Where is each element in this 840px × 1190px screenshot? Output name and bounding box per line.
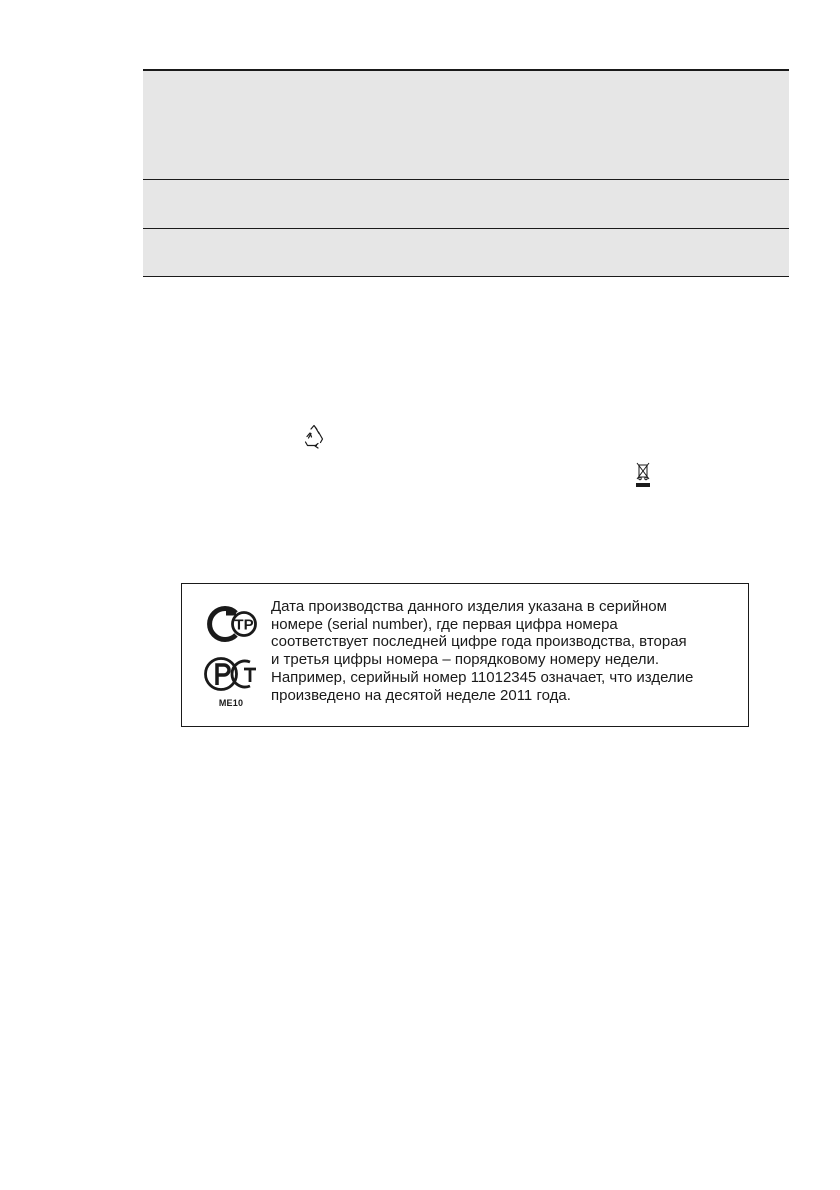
svg-text:ТР: ТР	[234, 616, 254, 634]
spec-table	[143, 69, 789, 277]
certification-text	[271, 598, 741, 704]
table-row	[143, 229, 789, 277]
certification-code: ME10	[218, 698, 244, 708]
certification-box	[181, 583, 749, 727]
table-row	[143, 180, 789, 229]
text-line: произведено на десятой неделе 2011 года.	[271, 686, 571, 704]
certification-marks	[202, 602, 260, 712]
text-line: и третья цифры номера – порядковому номеру недели.	[271, 651, 660, 669]
text-line: Дата производства данного изделия указана в серийном	[271, 598, 667, 615]
table-row	[143, 71, 789, 180]
text-line: номере (serial number), где первая цифра номера	[271, 615, 618, 633]
text-line: соответствует последней цифре года производства, вторая	[271, 633, 687, 651]
eac-tr-mark-icon	[206, 604, 258, 644]
text-line: Например, серийный номер 11012345 означает, что изделие	[271, 668, 694, 686]
pct-rostest-mark-icon	[204, 654, 258, 694]
crossed-out-wheelie-bin-icon	[635, 461, 651, 491]
recycle-icon	[302, 424, 326, 450]
